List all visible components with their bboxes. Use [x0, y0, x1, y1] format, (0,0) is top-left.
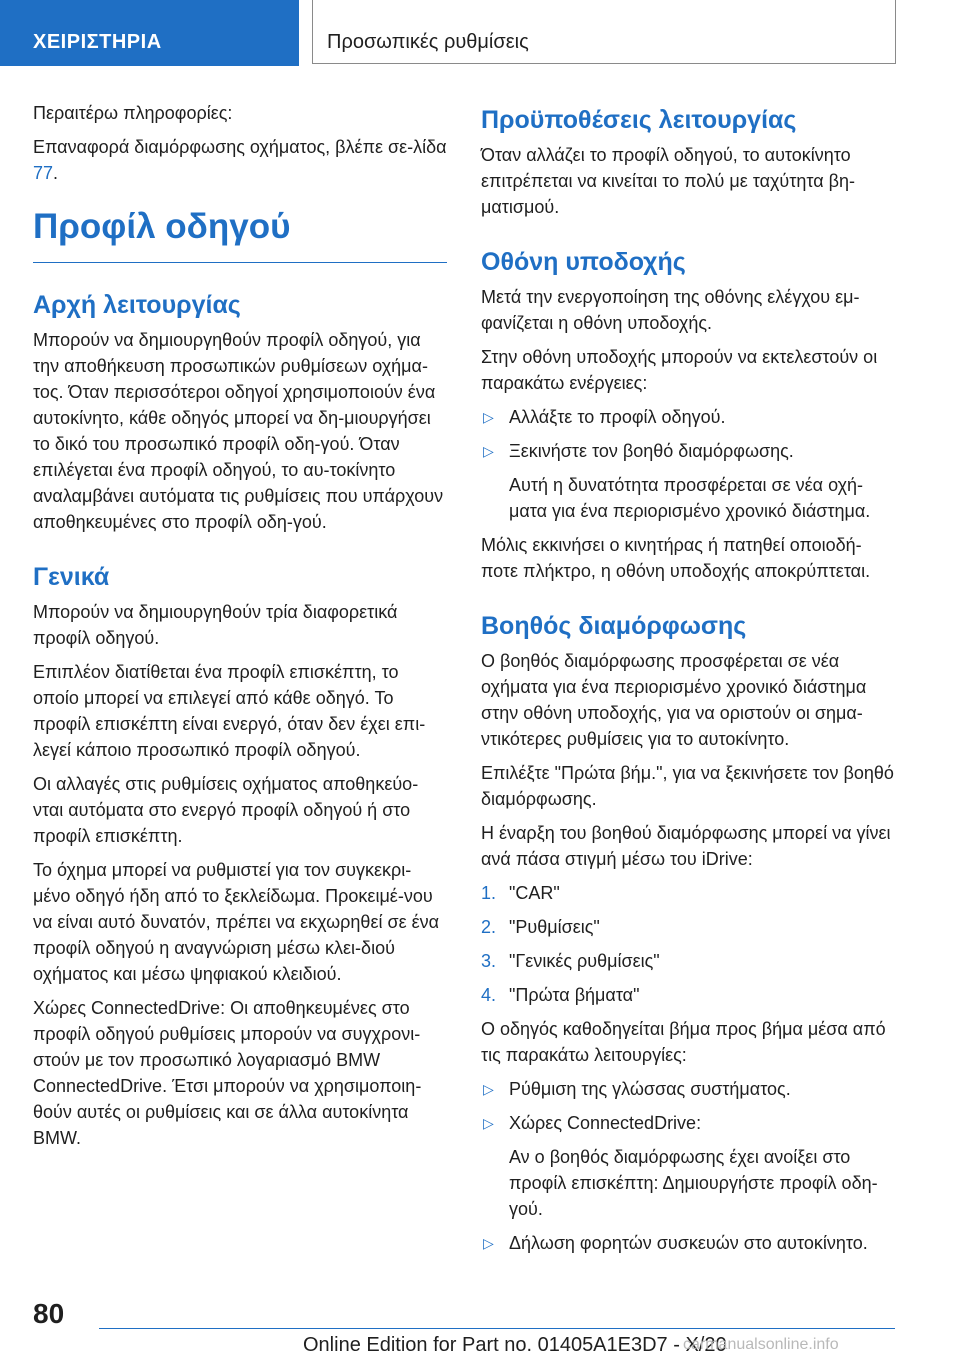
right-column: [481, 100, 895, 1264]
step-number: 2.: [481, 917, 497, 937]
list-item: [481, 1110, 895, 1136]
step-number: 3.: [481, 951, 497, 971]
welcome-note: Αυτή η δυνατότητα προσφέρεται σε νέα οχή-ματα για ένα περιορισμένο χρονικό διάστημα.: [509, 475, 871, 521]
assistant-note: Αν ο βοηθός διαμόρφωσης έχει ανοίξει στο προφίλ επισκέπτη: Δημιουργήστε προφίλ οδη-γού.: [509, 1147, 878, 1219]
list-item-text: Αλλάξτε το προφίλ οδηγού.: [509, 407, 726, 427]
list-item: [481, 438, 895, 464]
assistant-paragraph-4: Ο οδηγός καθοδηγείται βήμα προς βήμα μέσα από τις παρακάτω λειτουργίες:: [481, 1019, 886, 1065]
list-item: [481, 1076, 895, 1102]
list-item-text: Ρύθμιση της γλώσσας συστήματος.: [509, 1079, 791, 1099]
idrive-steps-list: [481, 880, 895, 1008]
list-item: [481, 880, 895, 906]
reference-end: .: [53, 163, 59, 183]
step-number: 4.: [481, 985, 497, 1005]
list-item: [481, 1230, 895, 1256]
heading-general: Γενικά: [33, 563, 110, 591]
assistant-paragraph-3: Η έναρξη του βοηθού διαμόρφωσης μπορεί να γίνει ανά πάσα στιγμή μέσω του iDrive:: [481, 823, 891, 869]
step-text: "Γενικές ρυθμίσεις": [509, 951, 660, 971]
more-info-label: Περαιτέρω πληροφορίες:: [33, 103, 233, 123]
list-item: [481, 404, 895, 430]
page-number: 80: [33, 1298, 65, 1329]
general-paragraph-1: Μπορούν να δημιουργηθούν τρία διαφορετικά προφίλ οδηγού.: [33, 602, 398, 648]
welcome-actions-list: [481, 404, 895, 464]
general-paragraph-4: Το όχημα μπορεί να ρυθμιστεί για τον συγκεκρι-μένο οδηγό ήδη από το ξεκλείδωμα. Προκειμέ-νου να είναι αυτό δυνατόν, πρέπει να εκχωρηθεί σε ένα προφίλ οδηγού η αναγνώριση μέσω κλει-διού οχήματος και μέσω ψηφιακού κλειδιού.: [33, 860, 440, 984]
list-item-text: Ξεκινήστε τον βοηθό διαμόρφωσης.: [509, 441, 794, 461]
triangle-right-icon: ▷: [483, 1115, 494, 1131]
reference-text: Επαναφορά διαμόρφωσης οχήματος, βλέπε σε-λίδα: [33, 137, 447, 157]
edition-text: Online Edition for Part no. 01405A1E3D7 - X/20: [303, 1334, 727, 1356]
step-text: "CAR": [509, 883, 560, 903]
principle-paragraph: Μπορούν να δημιουργηθούν προφίλ οδηγού, για την αποθήκευση προσωπικών ρυθμίσεων οχήμα-τος. Όταν περισσότεροι οδηγοί χρησιμοποιούν ένα αυτοκίνητο, κάθε οδηγός μπορεί να δη-μιουργήσει το δικό του προσωπικό προφίλ οδη-γού. Όταν επιλέγεται ένα προφίλ οδηγού, το αυ-τοκίνητο αναλαμβάνει αυτόματα τις ρυθμίσεις που υπάρχουν αποθηκευμένες στο προφίλ οδη-γού.: [33, 330, 444, 532]
general-paragraph-5: Χώρες ConnectedDrive: Οι αποθηκευμένες στο προφίλ οδηγού ρυθμίσεις μπορούν να συγχρονι-στούν με τον προσωπικό λογαριασμό BMW ConnectedDrive. Έτσι μπορούν να χρησιμοποιη-θούν αυτές οι ρυθμίσεις και σε άλλα αυτοκίνητα BMW.: [33, 998, 422, 1148]
chapter-title: ΧΕΙΡΙΣΤΗΡΙΑ: [0, 0, 299, 66]
triangle-right-icon: ▷: [483, 443, 494, 459]
step-text: "Ρυθμίσεις": [509, 917, 600, 937]
heading-welcome-screen: Οθόνη υποδοχής: [481, 248, 686, 276]
list-item: [481, 982, 895, 1008]
assistant-paragraph-1: Ο βοηθός διαμόρφωσης προσφέρεται σε νέα οχήματα για ένα περιορισμένο χρονικό διάστημα στην οθόνη υποδοχής, για να οριστούν οι σημα-ντικότερες ρυθμίσεις για το αυτοκίνητο.: [481, 651, 867, 749]
triangle-right-icon: ▷: [483, 1081, 494, 1097]
heading-driver-profile: Προφίλ οδηγού: [33, 204, 447, 263]
reference-paragraph: [33, 134, 447, 186]
welcome-paragraph-3: Μόλις εκκινήσει ο κινητήρας ή πατηθεί οποιοδή-ποτε πλήκτρο, η οθόνη υποδοχής αποκρύπτεται.: [481, 535, 871, 581]
welcome-paragraph-2: Στην οθόνη υποδοχής μπορούν να εκτελεστούν οι παρακάτω ενέργειες:: [481, 347, 878, 393]
page-link[interactable]: 77: [33, 163, 54, 183]
general-paragraph-2: Επιπλέον διατίθεται ένα προφίλ επισκέπτη, το οποίο μπορεί να επιλεγεί από κάθε οδηγό. Το προφίλ επισκέπτη είναι ενεργό, όταν δεν έχει επι-λεγεί κάποιο προσωπικό προφίλ οδηγού.: [33, 662, 426, 760]
list-item-text: Δήλωση φορητών συσκευών στο αυτοκίνητο.: [509, 1233, 868, 1253]
page-header: [0, 0, 960, 66]
step-text: "Πρώτα βήματα": [509, 985, 640, 1005]
prerequisites-paragraph: Όταν αλλάζει το προφίλ οδηγού, το αυτοκίνητο επιτρέπεται να κινείται το πολύ με ταχύτητα βη-ματισμού.: [481, 145, 856, 217]
heading-setup-assistant: Βοηθός διαμόρφωσης: [481, 612, 747, 640]
assistant-functions-list: [481, 1076, 895, 1136]
footer-divider: [99, 1328, 895, 1329]
assistant-functions-list-end: [481, 1230, 895, 1256]
watermark: carmanualsonline.info: [683, 1336, 839, 1353]
list-item: [481, 914, 895, 940]
heading-prerequisites: Προϋποθέσεις λειτουργίας: [481, 106, 797, 134]
list-item: [481, 948, 895, 974]
list-item-text: Χώρες ConnectedDrive:: [509, 1113, 702, 1133]
assistant-paragraph-2: Επιλέξτε "Πρώτα βήμ.", για να ξεκινήσετε τον βοηθό διαμόρφωσης.: [481, 763, 894, 809]
triangle-right-icon: ▷: [483, 409, 494, 425]
triangle-right-icon: ▷: [483, 1235, 494, 1251]
step-number: 1.: [481, 883, 497, 903]
left-column: [33, 100, 447, 1159]
welcome-paragraph-1: Μετά την ενεργοποίηση της οθόνης ελέγχου εμ-φανίζεται η οθόνη υποδοχής.: [481, 287, 860, 333]
heading-principle: Αρχή λειτουργίας: [33, 291, 241, 319]
section-title: Προσωπικές ρυθμίσεις: [312, 0, 896, 64]
general-paragraph-3: Οι αλλαγές στις ρυθμίσεις οχήματος αποθηκεύο-νται αυτόματα στο ενεργό προφίλ οδηγού ή στο προφίλ επισκέπτη.: [33, 774, 419, 846]
